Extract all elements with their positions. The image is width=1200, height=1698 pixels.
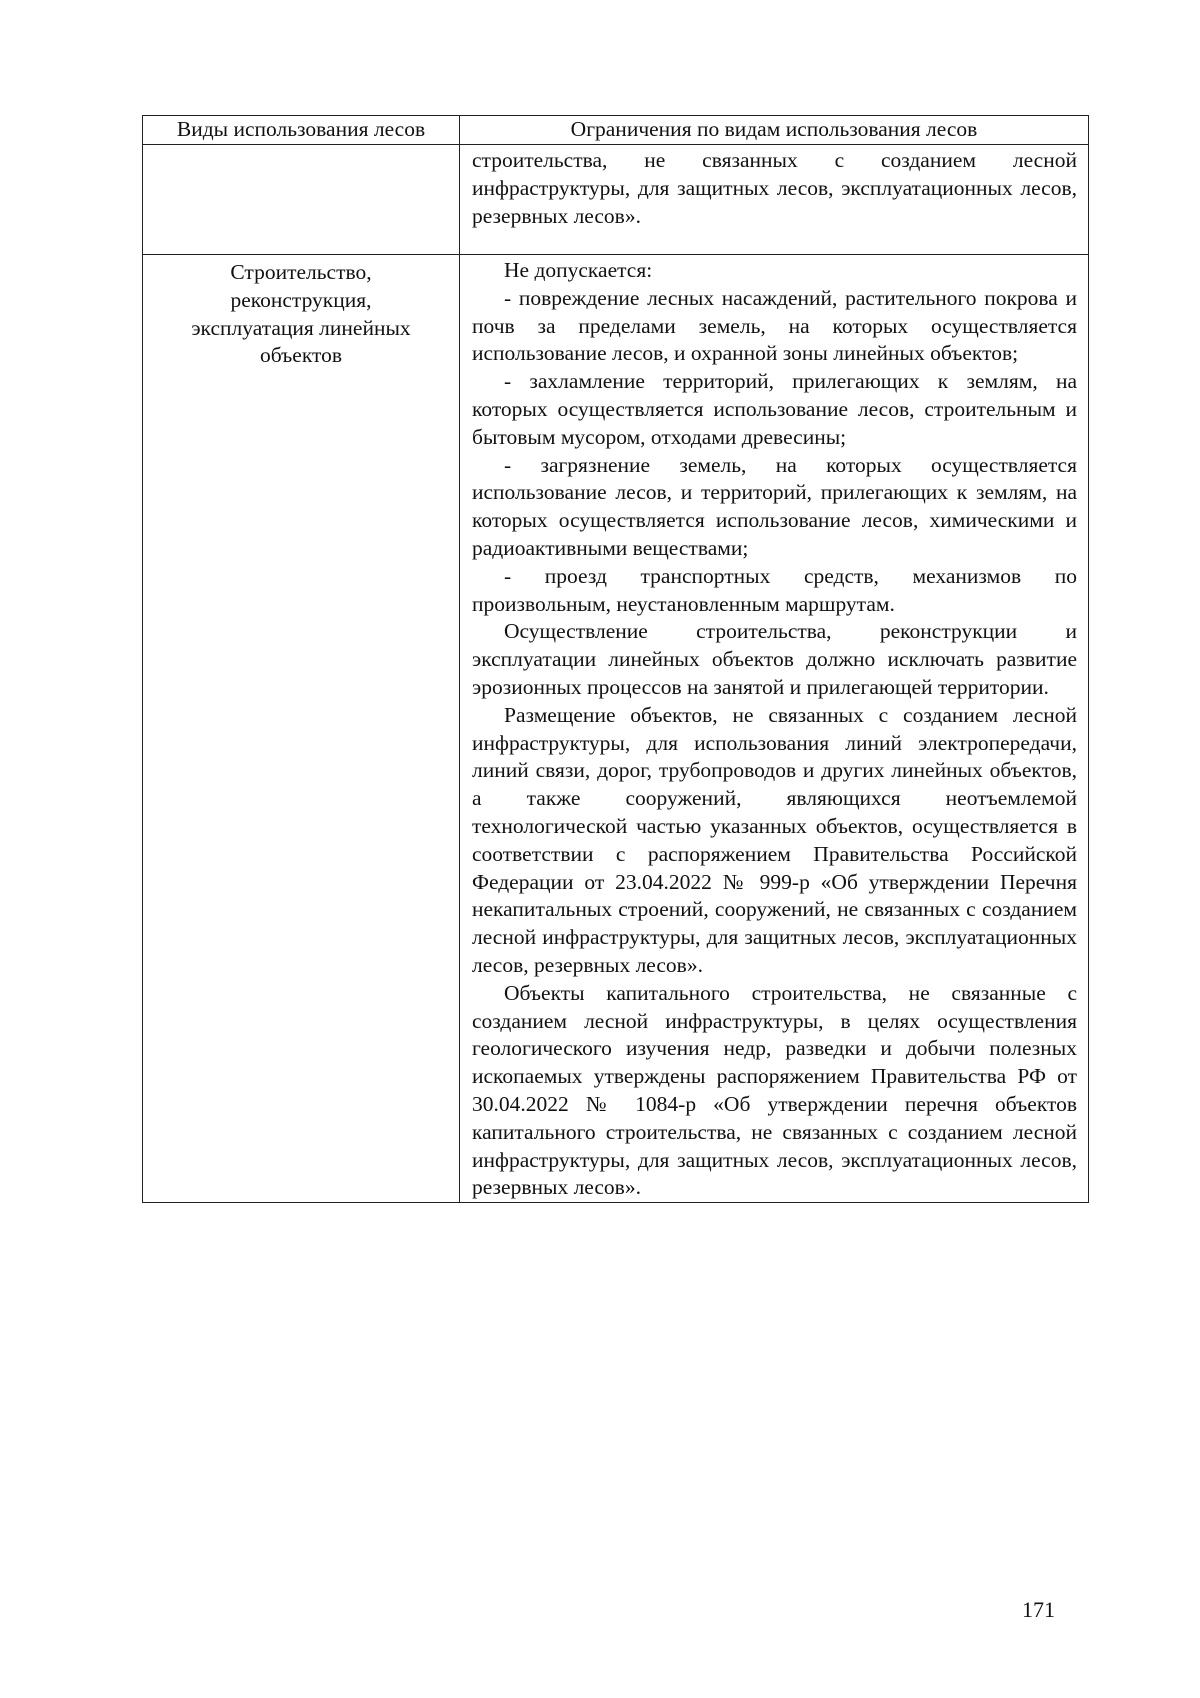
restrictions-cell: [460, 255, 1089, 1203]
table-row: [143, 255, 1089, 1203]
restriction-paragraph: Размещение объектов, не связанных с созданием лесной инфраструктуры, для использования линий электропередачи, линий связи, дорог, трубопроводов и других линейных объектов, а также сооружений, являющихся неотъемлемой технологической частью указанных объектов, осуществляется в соответствии с распоряжением Правительства Российской Федерации от 23.04.2022 № 999-р «Об утверждении Перечня некапитальных строений, сооружений, не связанных с созданием лесной инфраструктуры, для защитных лесов, эксплуатационных лесов, резервных лесов».: [472, 702, 1077, 977]
page-number: 171: [1022, 1597, 1055, 1622]
table-row: [143, 145, 1089, 255]
continuation-text: строительства, не связанных с созданием лесной инфраструктуры, для защитных лесов, эксплуатационных лесов, резервных лесов».: [472, 148, 1077, 228]
usage-type-text: Строительство, реконструкция, эксплуатация линейных объектов: [191, 260, 411, 368]
restriction-paragraph: - захламление территорий, прилегающих к землям, на которых осуществляется использование лесов, строительным и бытовым мусором, отходами древесины;: [472, 369, 1077, 449]
restriction-paragraph: - проезд транспортных средств, механизмов по произвольным, неустановленным маршрутам.: [472, 563, 1077, 616]
header-restrictions: Ограничения по видам использования лесов: [460, 116, 1089, 145]
usage-type-cell: [143, 255, 460, 1203]
restriction-paragraph: - повреждение лесных насаждений, растительного покрова и почв за пределами земель, на которых осуществляется использование лесов, и охранной зоны линейных объектов;: [472, 285, 1077, 366]
continuation-left-cell: [143, 145, 460, 255]
continuation-right-cell: [460, 145, 1089, 255]
restriction-paragraph: Осуществление строительства, реконструкции и эксплуатации линейных объектов должно исключать развитие эрозионных процессов на занятой и прилегающей территории.: [472, 619, 1077, 699]
table-header-row: [143, 116, 1089, 145]
restriction-paragraph: - загрязнение земель, на которых осуществляется использование лесов, и территорий, прилегающих к землям, на которых осуществляется использование лесов, химическими и радиоактивными веществами;: [472, 452, 1077, 560]
header-usage-types: Виды использования лесов: [143, 116, 460, 145]
restriction-paragraph: Объекты капитального строительства, не связанные с созданием лесной инфраструктуры, в целях осуществления геологического изучения недр, разведки и добычи полезных ископаемых утверждены распоряжением Правительства РФ от 30.04.2022 № 1084-р «Об утверждении перечня объектов капитального строительства, не связанных с созданием лесной инфраструктуры, для защитных лесов, эксплуатационных лесов, резервных лесов».: [472, 980, 1077, 1200]
restriction-paragraph: Не допускается:: [504, 258, 653, 282]
restrictions-table: [142, 115, 1089, 1203]
